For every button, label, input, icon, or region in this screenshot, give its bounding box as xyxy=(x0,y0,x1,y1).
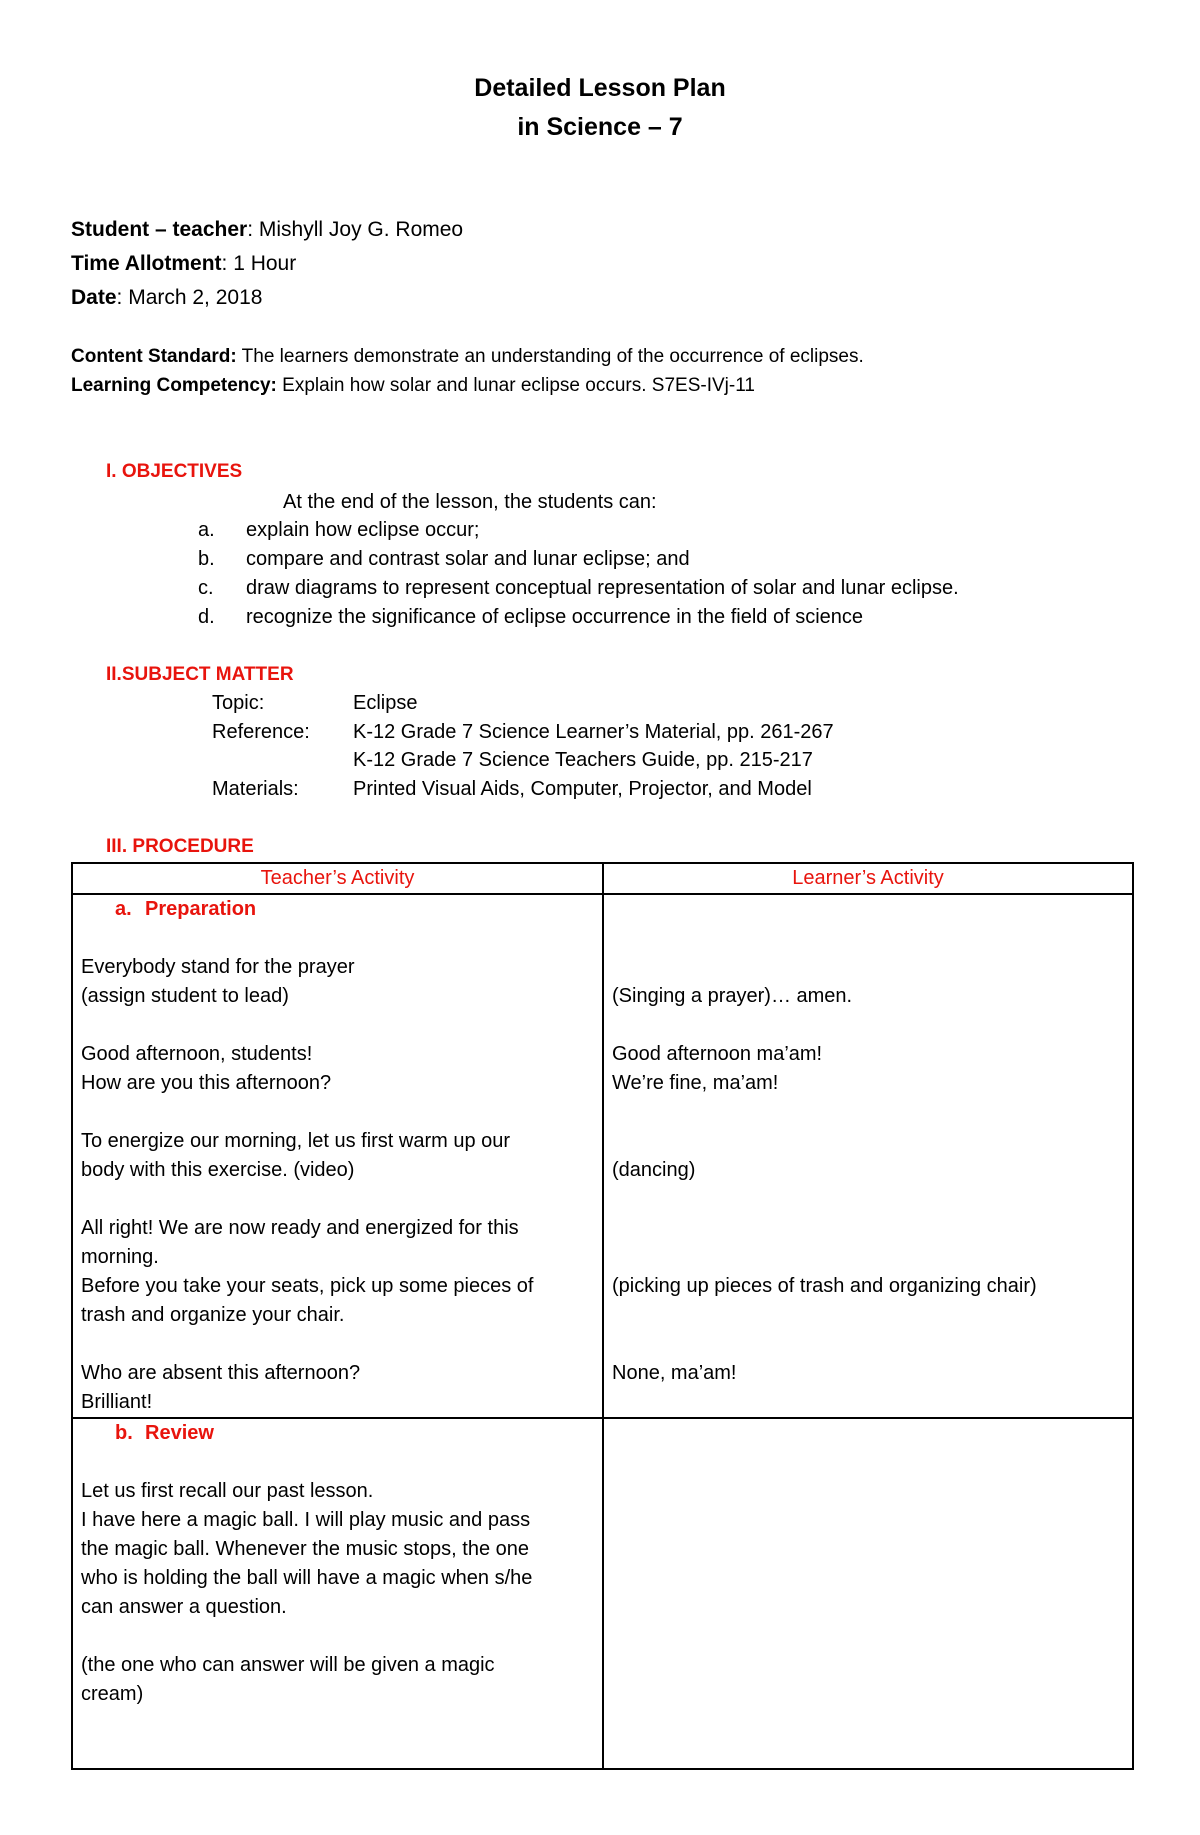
teacher-line: I have here a magic ball. I will play music and pass xyxy=(81,1509,531,1531)
content-standard-label: Content Standard: xyxy=(71,346,237,367)
topic-label: Topic: xyxy=(212,692,265,714)
objective-item xyxy=(198,548,690,571)
review-heading xyxy=(73,1419,602,1448)
student-teacher-label: Student – teacher xyxy=(71,218,248,241)
reference-value-teachers-guide: K-12 Grade 7 Science Teachers Guide, pp. 215-217 xyxy=(353,749,813,771)
objective-text: compare and contrast solar and lunar eclipse; and xyxy=(246,548,690,570)
content-standard-line xyxy=(71,346,864,368)
procedure-header-row xyxy=(72,863,1133,894)
preparation-letter: a. xyxy=(115,898,132,920)
teacher-line: cream) xyxy=(81,1683,144,1705)
teacher-line: morning. xyxy=(81,1246,159,1268)
review-title: Review xyxy=(145,1422,214,1444)
teacher-line: How are you this afternoon? xyxy=(81,1072,332,1094)
student-teacher-value: : Mishyll Joy G. Romeo xyxy=(247,218,464,241)
teacher-line: Who are absent this afternoon? xyxy=(81,1362,361,1384)
learner-line: We’re fine, ma’am! xyxy=(612,1072,779,1094)
preparation-learner-cell xyxy=(603,894,1133,1418)
objective-text: recognize the significance of eclipse occurrence in the field of science xyxy=(246,606,864,628)
date-label: Date xyxy=(71,286,117,309)
time-allotment-value: : 1 Hour xyxy=(221,252,297,275)
teacher-line: (assign student to lead) xyxy=(81,985,289,1007)
date-line xyxy=(71,286,262,310)
objectives-intro: At the end of the lesson, the students can: xyxy=(283,491,657,513)
teacher-line: Good afternoon, students! xyxy=(81,1043,313,1065)
objectives-heading: I. OBJECTIVES xyxy=(106,461,243,482)
teacher-line: Let us first recall our past lesson. xyxy=(81,1480,374,1502)
subject-matter-heading: II.SUBJECT MATTER xyxy=(106,664,294,685)
preparation-title: Preparation xyxy=(145,898,257,920)
learner-line: (picking up pieces of trash and organizing chair) xyxy=(612,1275,1037,1297)
learner-line: (dancing) xyxy=(612,1159,696,1181)
objective-letter: b. xyxy=(198,548,215,570)
procedure-heading: III. PROCEDURE xyxy=(106,836,254,857)
teacher-line: To energize our morning, let us first warm up our xyxy=(81,1130,511,1152)
time-allotment-label: Time Allotment xyxy=(71,252,222,275)
time-allotment-line xyxy=(71,252,296,276)
review-row xyxy=(72,1418,1133,1769)
reference-label: Reference: xyxy=(212,721,310,743)
preparation-row xyxy=(72,894,1133,1418)
review-teacher-cell xyxy=(72,1418,603,1769)
learner-activity-header: Learner’s Activity xyxy=(603,863,1133,894)
teacher-line: All right! We are now ready and energized for this xyxy=(81,1217,519,1239)
document-subtitle: in Science – 7 xyxy=(517,113,683,141)
objective-letter: a. xyxy=(198,519,215,541)
teacher-line: Brilliant! xyxy=(81,1391,153,1413)
objective-item xyxy=(198,519,480,542)
objective-item xyxy=(198,577,959,600)
teacher-activity-header: Teacher’s Activity xyxy=(72,863,603,894)
teacher-line: who is holding the ball will have a magic when s/he xyxy=(81,1567,533,1589)
objective-text: explain how eclipse occur; xyxy=(246,519,480,541)
objective-item xyxy=(198,606,864,629)
objective-text: draw diagrams to represent conceptual representation of solar and lunar eclipse. xyxy=(246,577,959,599)
objective-letter: c. xyxy=(198,577,214,599)
teacher-line: body with this exercise. (video) xyxy=(81,1159,355,1181)
learner-line: (Singing a prayer)… amen. xyxy=(612,985,853,1007)
teacher-line: (the one who can answer will be given a magic xyxy=(81,1654,495,1676)
topic-value: Eclipse xyxy=(353,692,418,714)
student-teacher-line xyxy=(71,218,463,242)
reference-value-learners-material: K-12 Grade 7 Science Learner’s Material, pp. 261-267 xyxy=(353,721,834,743)
review-learner-cell xyxy=(603,1418,1133,1769)
preparation-heading xyxy=(73,895,602,924)
document-title: Detailed Lesson Plan xyxy=(474,74,726,102)
learning-competency-value: Explain how solar and lunar eclipse occurs. S7ES-IVj-11 xyxy=(276,375,755,396)
objective-letter: d. xyxy=(198,606,215,628)
content-standard-value: The learners demonstrate an understanding of the occurrence of eclipses. xyxy=(236,346,864,367)
procedure-table xyxy=(71,862,1134,1770)
learner-line: Good afternoon ma’am! xyxy=(612,1043,823,1065)
learner-line: None, ma’am! xyxy=(612,1362,737,1384)
teacher-line: trash and organize your chair. xyxy=(81,1304,345,1326)
teacher-line: Everybody stand for the prayer xyxy=(81,956,355,978)
materials-value: Printed Visual Aids, Computer, Projector, and Model xyxy=(353,778,812,800)
teacher-line: the magic ball. Whenever the music stops, the one xyxy=(81,1538,530,1560)
learning-competency-label: Learning Competency: xyxy=(71,375,277,396)
materials-label: Materials: xyxy=(212,778,299,800)
teacher-line: Before you take your seats, pick up some pieces of xyxy=(81,1275,534,1297)
preparation-teacher-cell xyxy=(72,894,603,1418)
teacher-line: can answer a question. xyxy=(81,1596,287,1618)
review-letter: b. xyxy=(115,1422,133,1444)
learning-competency-line xyxy=(71,375,755,397)
date-value: : March 2, 2018 xyxy=(116,286,263,309)
